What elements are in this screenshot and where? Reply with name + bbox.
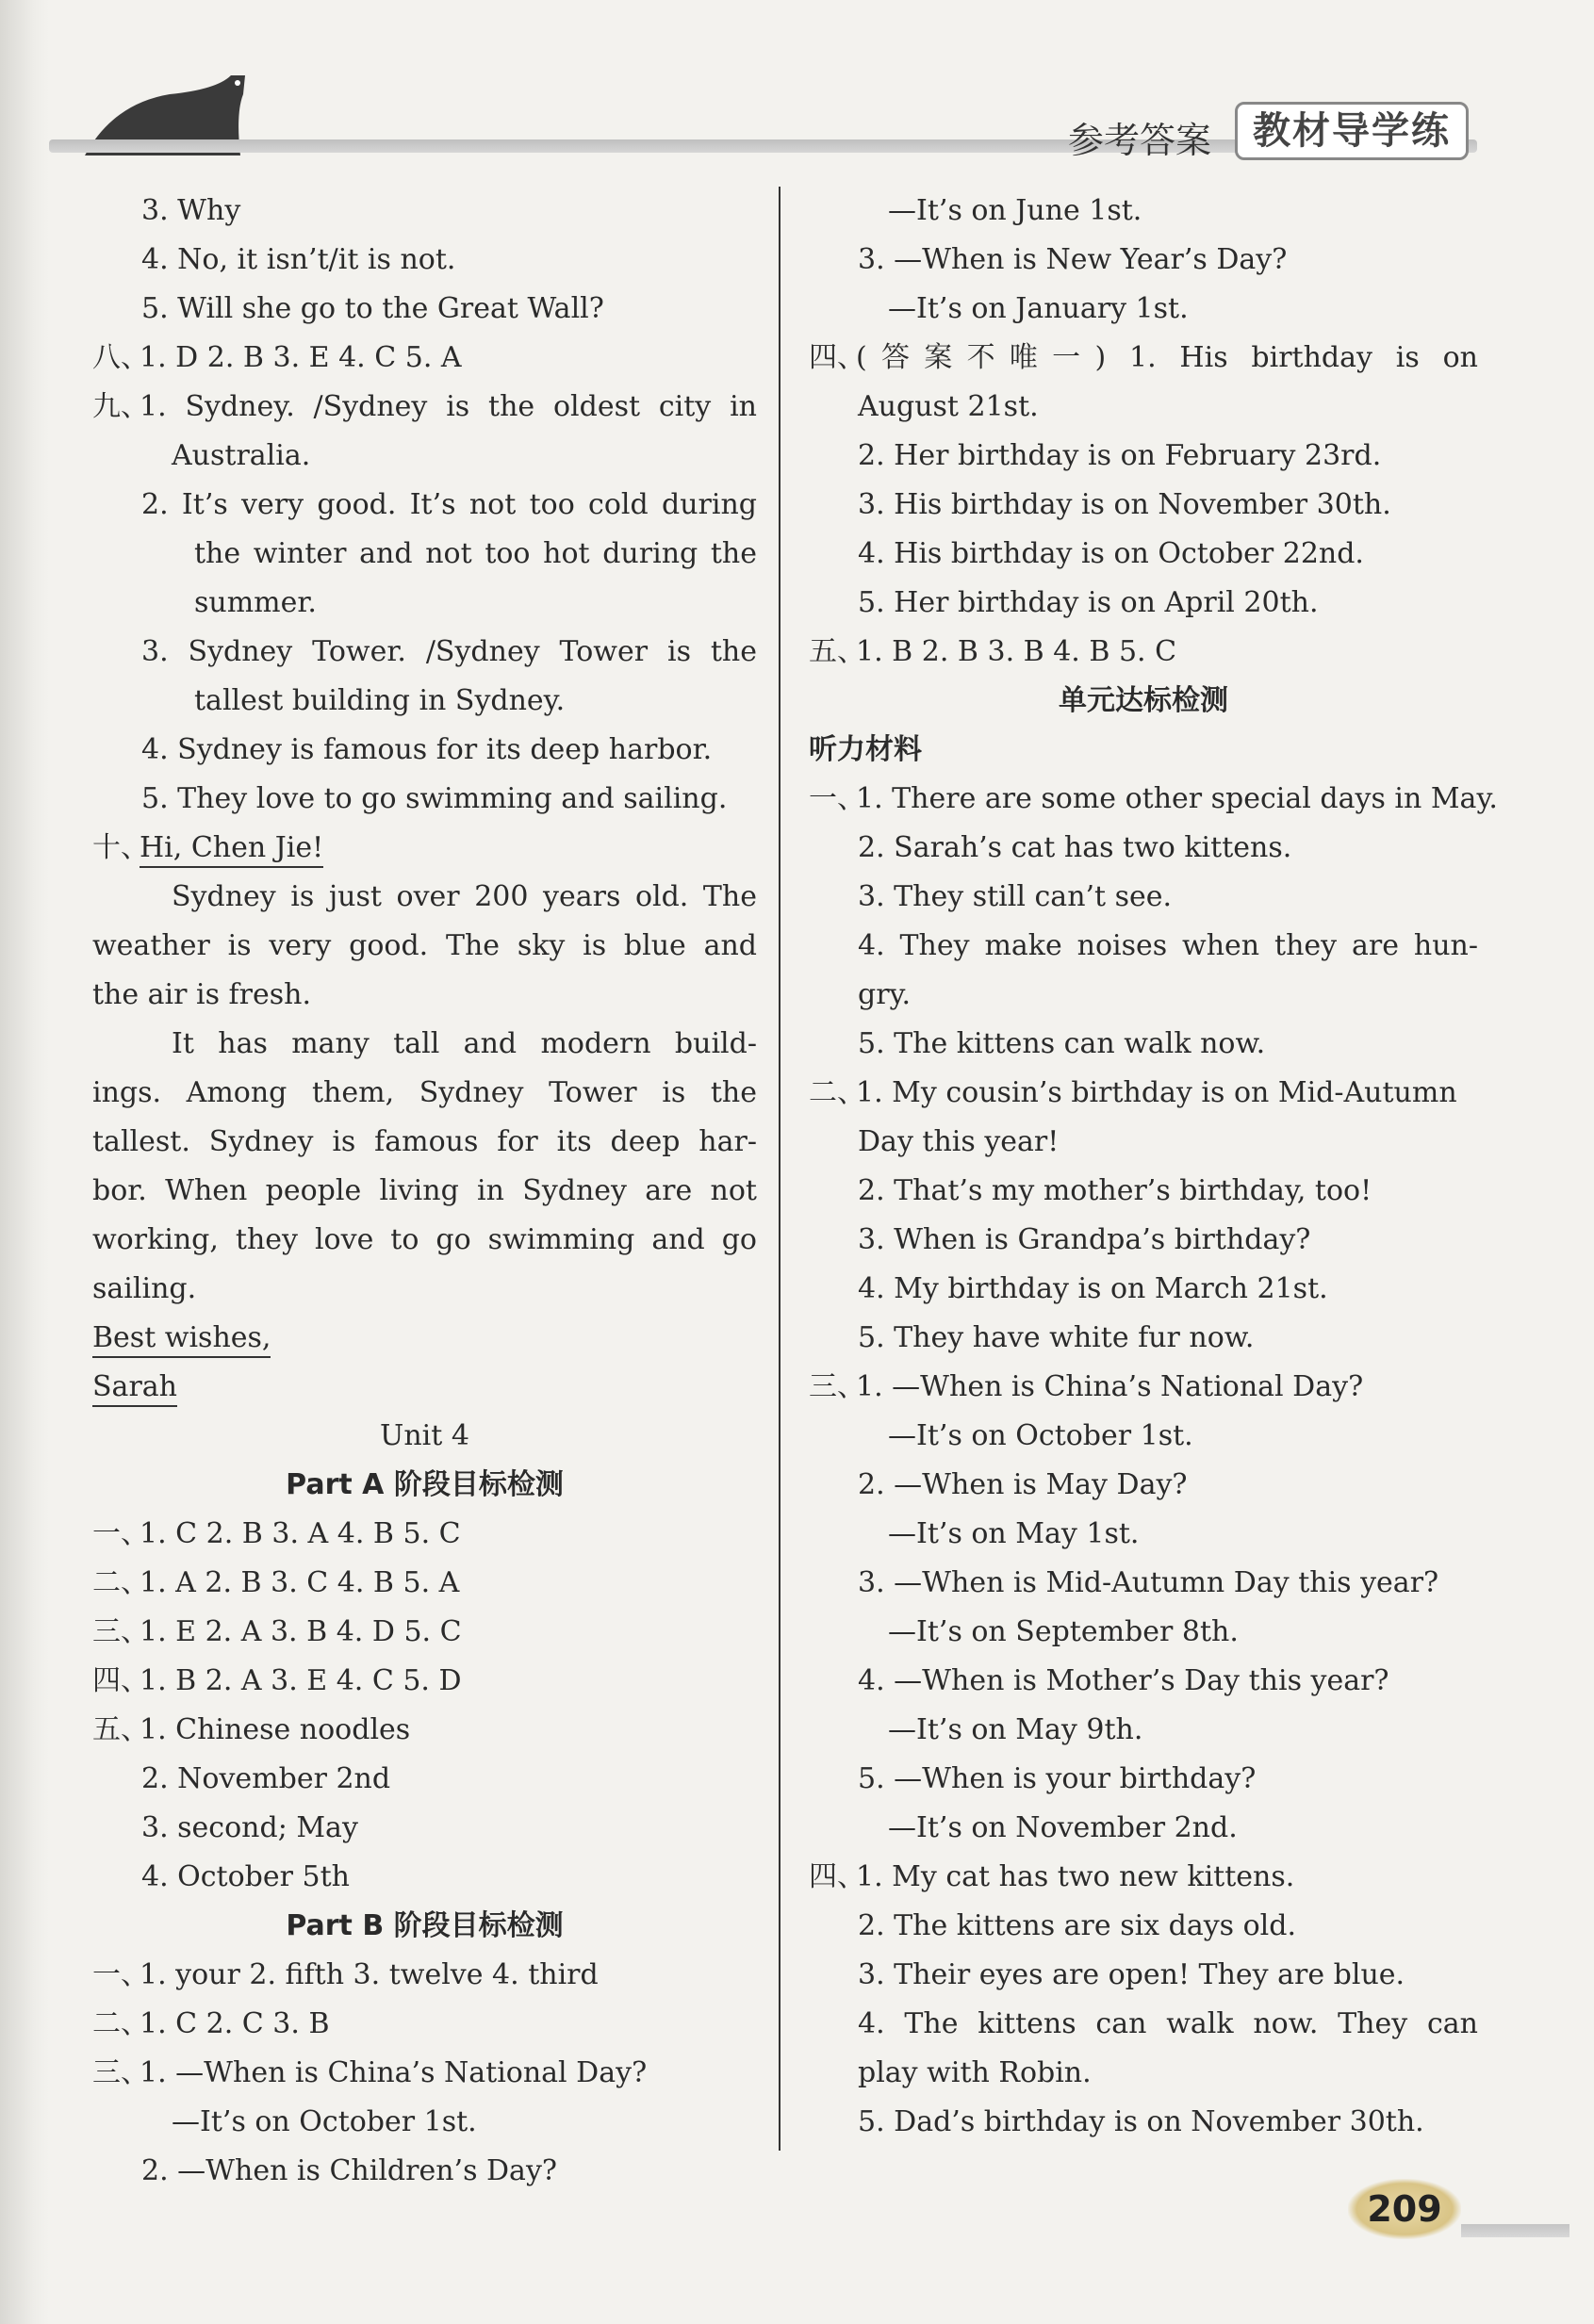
answer-text: —It’s on November 2nd. (888, 1811, 1238, 1844)
answer-text: August 21st. (858, 390, 1039, 423)
answer-line (809, 2098, 1478, 2147)
column-divider (779, 187, 781, 2151)
answer-line (809, 1069, 1478, 1118)
answer-text: 4. His birthday is on October 22nd. (858, 537, 1364, 570)
answer-line (809, 481, 1478, 530)
answer-text: 4. They make noises when they are hun- (858, 929, 1478, 962)
answer-line (92, 383, 757, 432)
answer-line (92, 1363, 757, 1412)
section-marker: 一、 (92, 1958, 149, 1991)
answer-text: 4. Sydney is famous for its deep harbor. (141, 733, 713, 766)
section-marker: 四、 (809, 1860, 865, 1893)
answer-text: 1. your 2. fifth 3. twelve 4. third (140, 1958, 599, 1991)
answer-line (92, 579, 757, 628)
answer-line (809, 824, 1478, 873)
answer-line (92, 922, 757, 971)
answer-text: summer. (194, 586, 317, 619)
answer-text: Best wishes, (92, 1321, 271, 1358)
answer-text: 3. Their eyes are open! They are blue. (858, 1958, 1405, 1991)
answer-line (809, 1020, 1478, 1069)
section-marker: 三、 (92, 1615, 149, 1648)
section-marker: 十、 (92, 831, 149, 864)
answer-line (809, 285, 1478, 334)
answer-line (92, 1265, 757, 1314)
answer-text: 2. November 2nd (141, 1762, 391, 1795)
answer-text: 2. It’s very good. It’s not too cold during (141, 488, 757, 521)
answer-text: —It’s on June 1st. (888, 194, 1142, 227)
answer-text: 4. The kittens can walk now. They can (858, 2007, 1478, 2040)
answer-line (92, 1069, 757, 1118)
answer-line (809, 726, 1478, 775)
answer-line (92, 2000, 757, 2049)
answer-line (92, 726, 757, 775)
answer-line (809, 432, 1478, 481)
answer-line (809, 1216, 1478, 1265)
answer-text: 5. Her birthday is on April 20th. (858, 586, 1319, 619)
answer-text: Hi, Chen Jie! (140, 831, 323, 868)
answer-text: 4. My birthday is on March 21st. (858, 1272, 1328, 1305)
section-marker: 二、 (92, 1566, 149, 1599)
answer-text: play with Robin. (858, 2056, 1092, 2089)
answer-text: 2. —When is Children’s Day? (141, 2154, 557, 2187)
header-badge: 教材导学练 (1235, 102, 1469, 160)
answer-line (809, 579, 1478, 628)
answer-line (92, 334, 757, 383)
answer-text: the air is fresh. (92, 978, 312, 1011)
answer-text: 1. B 2. B 3. B 4. B 5. C (856, 635, 1177, 668)
answer-text: weather is very good. The sky is blue and (92, 929, 757, 962)
answer-line (92, 1755, 757, 1804)
answer-line (809, 1706, 1478, 1755)
answer-text: —It’s on October 1st. (888, 1419, 1193, 1452)
answer-text: 单元达标检测 (1059, 684, 1228, 717)
answer-line (809, 1314, 1478, 1363)
answer-line (92, 530, 757, 579)
answer-line (92, 873, 757, 922)
answer-line (92, 285, 757, 334)
answer-line (809, 236, 1478, 285)
answer-text: bor. When people living in Sydney are not (92, 1174, 757, 1207)
section-marker: 三、 (809, 1370, 865, 1403)
answer-text: 2. Her birthday is on February 23rd. (858, 439, 1382, 472)
answer-line (809, 628, 1478, 677)
answer-line (809, 1265, 1478, 1314)
answer-line (809, 775, 1498, 824)
answer-text: 3. His birthday is on November 30th. (858, 488, 1391, 521)
answer-text: 2. —When is May Day? (858, 1468, 1188, 1501)
answer-text: 3. Why (141, 194, 241, 227)
answer-text: tallest. Sydney is famous for its deep har- (92, 1125, 757, 1158)
answer-line (92, 1608, 757, 1657)
section-marker: 九、 (92, 390, 149, 423)
answer-line (92, 824, 757, 873)
answer-text: —It’s on May 9th. (888, 1713, 1143, 1746)
answer-text: 5. They have white fur now. (858, 1321, 1255, 1354)
answer-text: Day this year! (858, 1125, 1060, 1158)
answer-line (92, 1657, 757, 1706)
answer-text: 2. That’s my mother’s birthday, too! (858, 1174, 1372, 1207)
answer-line (92, 187, 757, 236)
answer-line (92, 971, 757, 1020)
answer-line (809, 677, 1478, 726)
answer-line (92, 1559, 757, 1608)
answer-text: 2. The kittens are six days old. (858, 1909, 1296, 1942)
answer-line (809, 1461, 1478, 1510)
answer-text: 1. C 2. B 3. A 4. B 5. C (140, 1517, 461, 1550)
answer-line (92, 432, 757, 481)
answer-line (809, 2000, 1478, 2049)
answer-line (92, 2049, 757, 2098)
answer-text: 1. C 2. C 3. B (140, 2007, 330, 2040)
answer-text: Sydney is just over 200 years old. The (172, 880, 757, 913)
answer-text: 5. The kittens can walk now. (858, 1027, 1266, 1060)
answer-text: 1. Sydney. /Sydney is the oldest city in (140, 390, 757, 423)
section-marker: 五、 (92, 1713, 149, 1746)
answer-text: 听力材料 (809, 733, 922, 766)
page-number: 209 (1348, 2179, 1461, 2239)
answer-line (92, 1216, 757, 1265)
answer-line (809, 383, 1478, 432)
answer-text: 1. Chinese noodles (140, 1713, 411, 1746)
answer-line (809, 1167, 1478, 1216)
answer-line (809, 334, 1478, 383)
answer-text: Unit 4 (380, 1419, 469, 1452)
answer-text: —It’s on January 1st. (888, 292, 1189, 325)
answer-text: 4. No, it isn’t/it is not. (141, 243, 456, 276)
right-column (809, 187, 1498, 2147)
answer-line (809, 1755, 1478, 1804)
answer-line (92, 1167, 757, 1216)
answer-line (809, 971, 1478, 1020)
answer-text: 1. B 2. A 3. E 4. C 5. D (140, 1664, 462, 1697)
section-marker: 一、 (92, 1517, 149, 1550)
answer-text: 5. Will she go to the Great Wall? (141, 292, 604, 325)
answer-line (92, 677, 757, 726)
answer-line (92, 628, 757, 677)
answer-line (809, 1853, 1478, 1902)
answer-line (92, 1461, 757, 1510)
answer-line (809, 1559, 1478, 1608)
answer-line (92, 1706, 757, 1755)
answer-text: 3. —When is New Year’s Day? (858, 243, 1288, 276)
answer-line (92, 1510, 757, 1559)
answer-line (92, 1412, 757, 1461)
answer-text: 3. When is Grandpa’s birthday? (858, 1223, 1311, 1256)
answer-text: (答案不唯一) 1. His birthday is on (856, 341, 1478, 374)
answer-text: tallest building in Sydney. (194, 684, 566, 717)
answer-line (92, 1951, 757, 2000)
section-marker: 二、 (809, 1076, 865, 1109)
answer-line (809, 1510, 1478, 1559)
answer-line (809, 1902, 1478, 1951)
answer-text: —It’s on May 1st. (888, 1517, 1140, 1550)
answer-text: 3. second; May (141, 1811, 358, 1844)
section-marker: 二、 (92, 2007, 149, 2040)
answer-text: 2. Sarah’s cat has two kittens. (858, 831, 1292, 864)
answer-line (809, 530, 1478, 579)
answer-line (809, 1804, 1478, 1853)
answer-text: gry. (858, 978, 912, 1011)
answer-text: —It’s on October 1st. (172, 2105, 477, 2138)
answer-text: Australia. (172, 439, 311, 472)
section-marker: 五、 (809, 635, 865, 668)
answer-text: 1. A 2. B 3. C 4. B 5. A (140, 1566, 460, 1599)
answer-text: Part A 阶段目标检测 (286, 1468, 564, 1501)
answer-line (809, 873, 1478, 922)
answer-line (809, 187, 1478, 236)
answer-text: 1. My cat has two new kittens. (856, 1860, 1295, 1893)
answer-text: 1. D 2. B 3. E 4. C 5. A (140, 341, 462, 374)
answer-line (92, 1118, 757, 1167)
answer-line (809, 1657, 1478, 1706)
section-marker: 三、 (92, 2056, 149, 2089)
answer-text: 3. Sydney Tower. /Sydney Tower is the (141, 635, 757, 668)
answer-line (809, 922, 1478, 971)
answer-text: working, they love to go swimming and go (92, 1223, 757, 1256)
answer-line (92, 1314, 757, 1363)
answer-line (92, 481, 757, 530)
answer-text: ings. Among them, Sydney Tower is the (92, 1076, 757, 1109)
answer-line (809, 2049, 1478, 2098)
answer-text: 5. They love to go swimming and sailing. (141, 782, 728, 815)
answer-line (809, 1608, 1478, 1657)
answer-line (809, 1363, 1478, 1412)
answer-text: 1. There are some other special days in May. (856, 782, 1498, 815)
answer-text: It has many tall and modern build- (172, 1027, 757, 1060)
header-label: 参考答案 (1068, 120, 1212, 161)
answer-line (92, 775, 757, 824)
answer-text: the winter and not too hot during the (194, 537, 757, 570)
answer-line (92, 2098, 757, 2147)
answer-line (809, 1951, 1478, 2000)
answer-text: 3. They still can’t see. (858, 880, 1173, 913)
section-marker: 四、 (92, 1664, 149, 1697)
answer-text: 4. October 5th (141, 1860, 350, 1893)
answer-text: 5. —When is your birthday? (858, 1762, 1257, 1795)
answer-line (92, 1853, 757, 1902)
section-marker: 一、 (809, 782, 865, 815)
section-marker: 八、 (92, 341, 149, 374)
answer-line (92, 1902, 757, 1951)
left-column (92, 187, 757, 2196)
answer-text: 3. —When is Mid-Autumn Day this year? (858, 1566, 1439, 1599)
answer-text: sailing. (92, 1272, 197, 1305)
page-edge-shadow (0, 0, 49, 2324)
answer-line (809, 1118, 1478, 1167)
answer-text: 1. —When is China’s National Day? (856, 1370, 1364, 1403)
answer-text: Sarah (92, 1370, 177, 1407)
answer-text: 1. My cousin’s birthday is on Mid-Autumn (856, 1076, 1457, 1109)
answer-line (92, 236, 757, 285)
answer-text: 1. E 2. A 3. B 4. D 5. C (140, 1615, 462, 1648)
answer-line (92, 2147, 757, 2196)
answer-line (809, 1412, 1478, 1461)
section-marker: 四、 (809, 341, 865, 374)
answer-text: 5. Dad’s birthday is on November 30th. (858, 2105, 1424, 2138)
answer-text: 1. —When is China’s National Day? (140, 2056, 648, 2089)
answer-text: —It’s on September 8th. (888, 1615, 1239, 1648)
answer-line (92, 1020, 757, 1069)
answer-text: 4. —When is Mother’s Day this year? (858, 1664, 1389, 1697)
answer-text: Part B 阶段目标检测 (286, 1909, 564, 1942)
answer-line (92, 1804, 757, 1853)
